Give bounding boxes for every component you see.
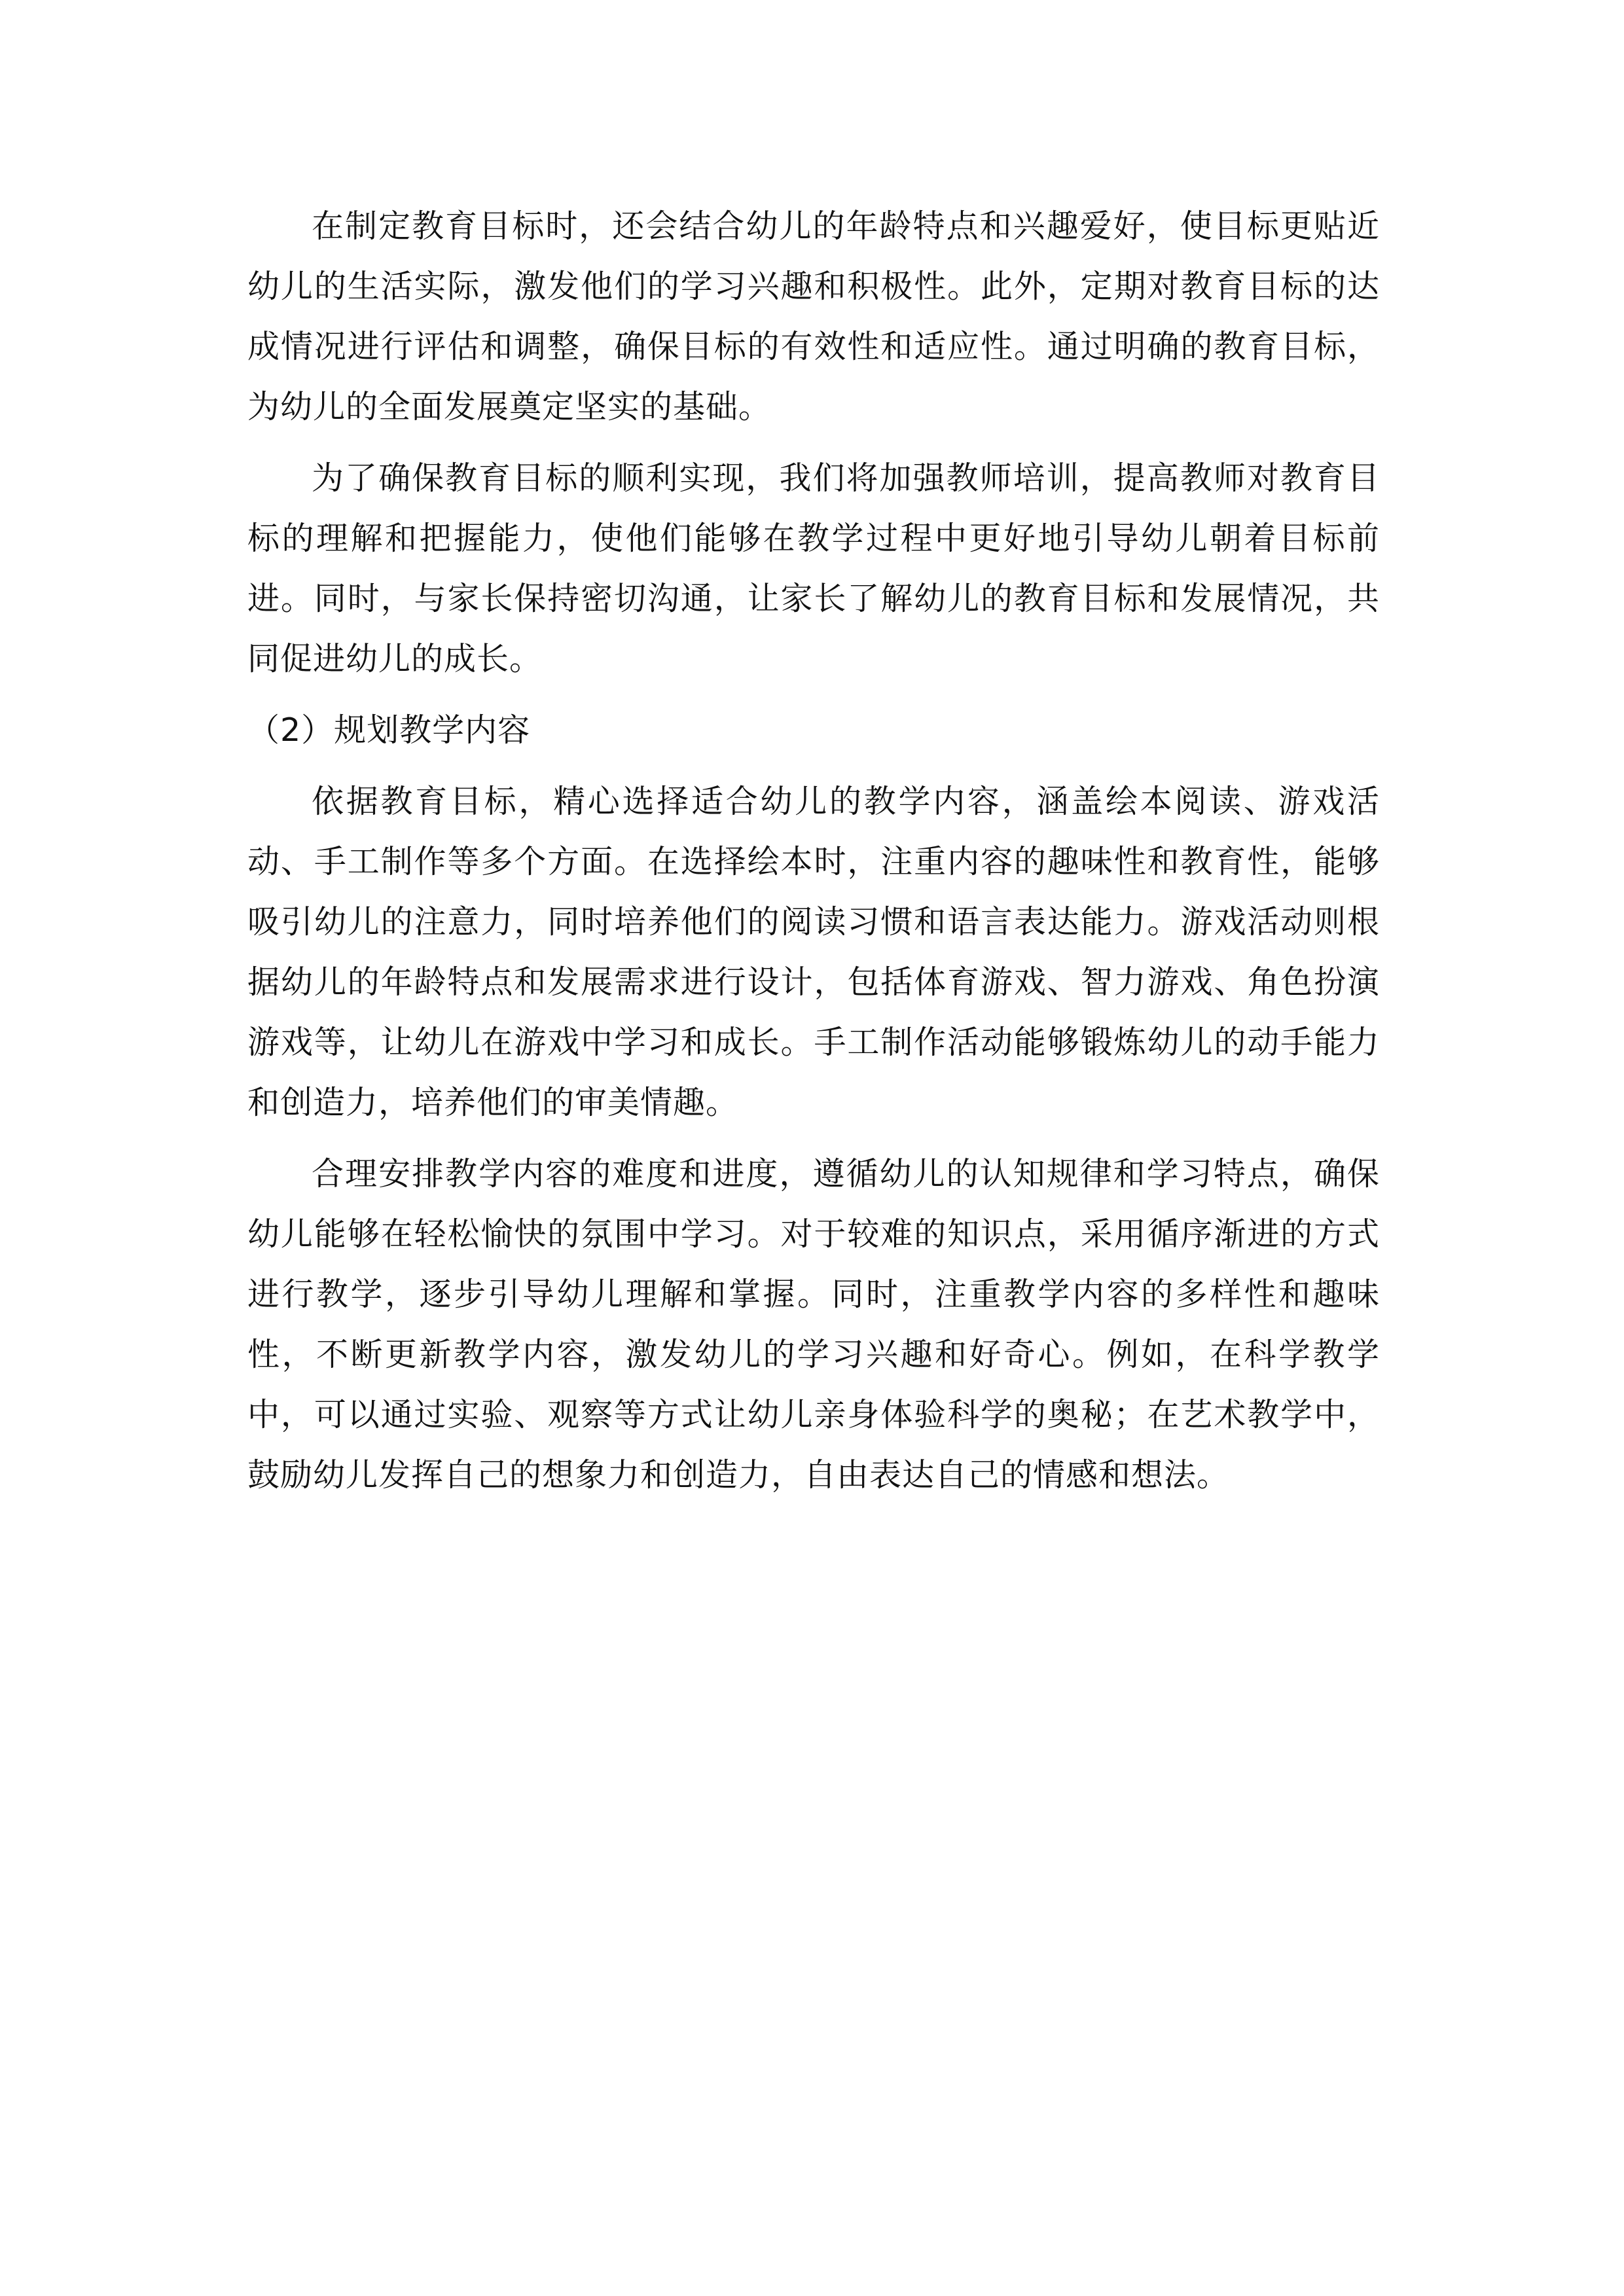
- section-heading-teaching-content: （2）规划教学内容: [247, 711, 531, 749]
- paragraph-content-selection: 依据教育目标，精心选择适合幼儿的教学内容，涵盖绘本阅读、游戏活动、手工制作等多个方面。在选择绘本时，注重内容的趣味性和教育性，能够吸引幼儿的注意力，同时培养他们的阅读习惯和语言表达能力。游戏活动则根据幼儿的年龄特点和发展需求进行设计，包括体育游戏、智力游戏、角色扮演游戏等，让幼儿在游戏中学习和成长。手工制作活动能够锻炼幼儿的动手能力和创造力，培养他们的审美情趣。: [247, 783, 1380, 1121]
- paragraph-teacher-training: 为了确保教育目标的顺利实现，我们将加强教师培训，提高教师对教育目标的理解和把握能力，使他们能够在教学过程中更好地引导幼儿朝着目标前进。同时，与家长保持密切沟通，让家长了解幼儿的教育目标和发展情况，共同促进幼儿的成长。: [247, 459, 1380, 677]
- paragraph-content-difficulty: 合理安排教学内容的难度和进度，遵循幼儿的认知规律和学习特点，确保幼儿能够在轻松愉快的氛围中学习。对于较难的知识点，采用循序渐进的方式进行教学，逐步引导幼儿理解和掌握。同时，注重教学内容的多样性和趣味性，不断更新教学内容，激发幼儿的学习兴趣和好奇心。例如，在科学教学中，可以通过实验、观察等方式让幼儿亲身体验科学的奥秘；在艺术教学中，鼓励幼儿发挥自己的想象力和创造力，自由表达自己的情感和想法。: [247, 1155, 1380, 1494]
- document-body: [247, 196, 1380, 1516]
- paragraph-education-goals-adjustment: 在制定教育目标时，还会结合幼儿的年龄特点和兴趣爱好，使目标更贴近幼儿的生活实际，激发他们的学习兴趣和积极性。此外，定期对教育目标的达成情况进行评估和调整，确保目标的有效性和适应性。通过明确的教育目标，为幼儿的全面发展奠定坚实的基础。: [247, 207, 1380, 425]
